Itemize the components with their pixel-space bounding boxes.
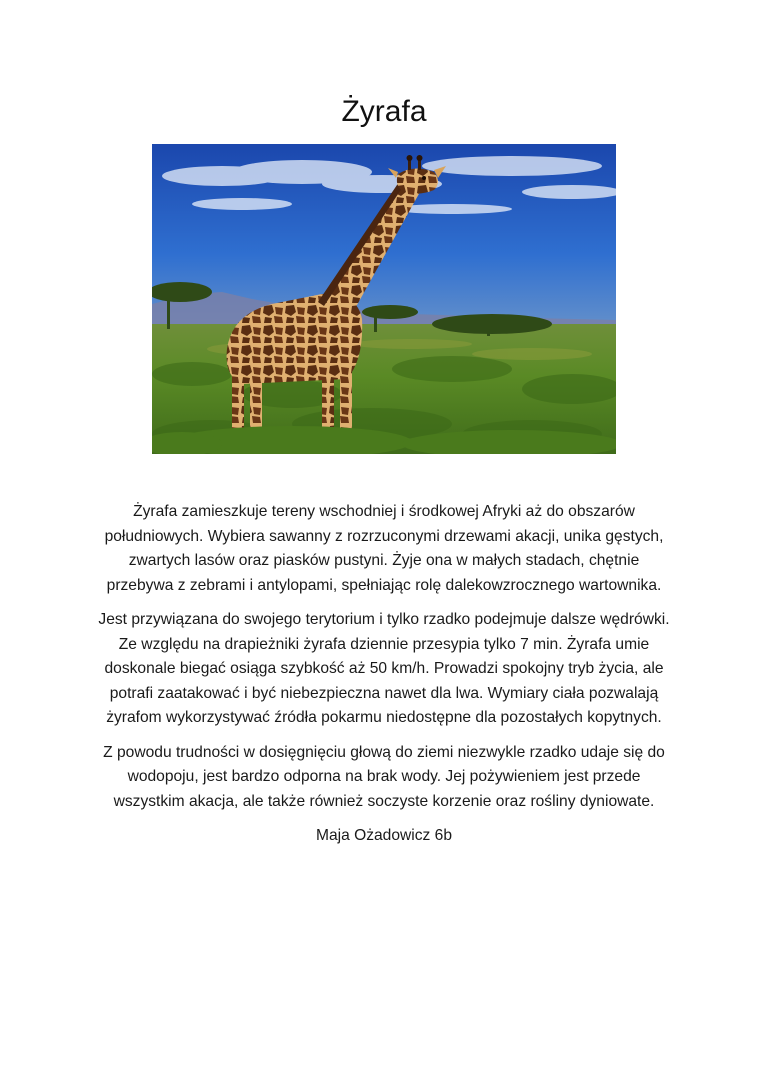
author-signature: Maja Ożadowicz 6b — [315, 827, 453, 844]
giraffe-photo — [152, 144, 616, 454]
article-body — [96, 500, 672, 859]
page-title: Żyrafa — [341, 95, 427, 128]
paragraph-behavior: Jest przywiązana do swojego terytorium i tylko rzadko podejmuje dalsze wędrówki. Ze względu na drapieżniki żyrafa dziennie przesypia tylko 7 min. Żyrafa umie doskonale biegać osiąga szybkość aż 50 km/h. Prowadzi spokojny tryb życia, ale potrafi zaatakować i być niebezpieczna nawet dla lwa. Wymiary ciała pozwalają żyrafom wykorzystywać źródła pokarmu niedostępne dla pozostałych kopytnych. — [98, 611, 670, 726]
paragraph-habitat: Żyrafa zamieszkuje tereny wschodniej i środkowej Afryki aż do obszarów południowych. Wybiera sawanny z rozrzuconymi drzewami akacji, unika gęstych, zwartych lasów oraz piasków pustyni. Żyje ona w małych stadach, chętnie przebywa z zebrami i antylopami, spełniając rolę dalekowzrocznego wartownika. — [104, 503, 664, 594]
paragraph-diet: Z powodu trudności w dosięgnięciu głową do ziemi niezwykle rzadko udaje się do wodopoju, jest bardzo odporna na brak wody. Jej pożywieniem jest przede wszystkim akacja, ale także również soczyste korzenie oraz rośliny dyniowate. — [103, 743, 665, 810]
